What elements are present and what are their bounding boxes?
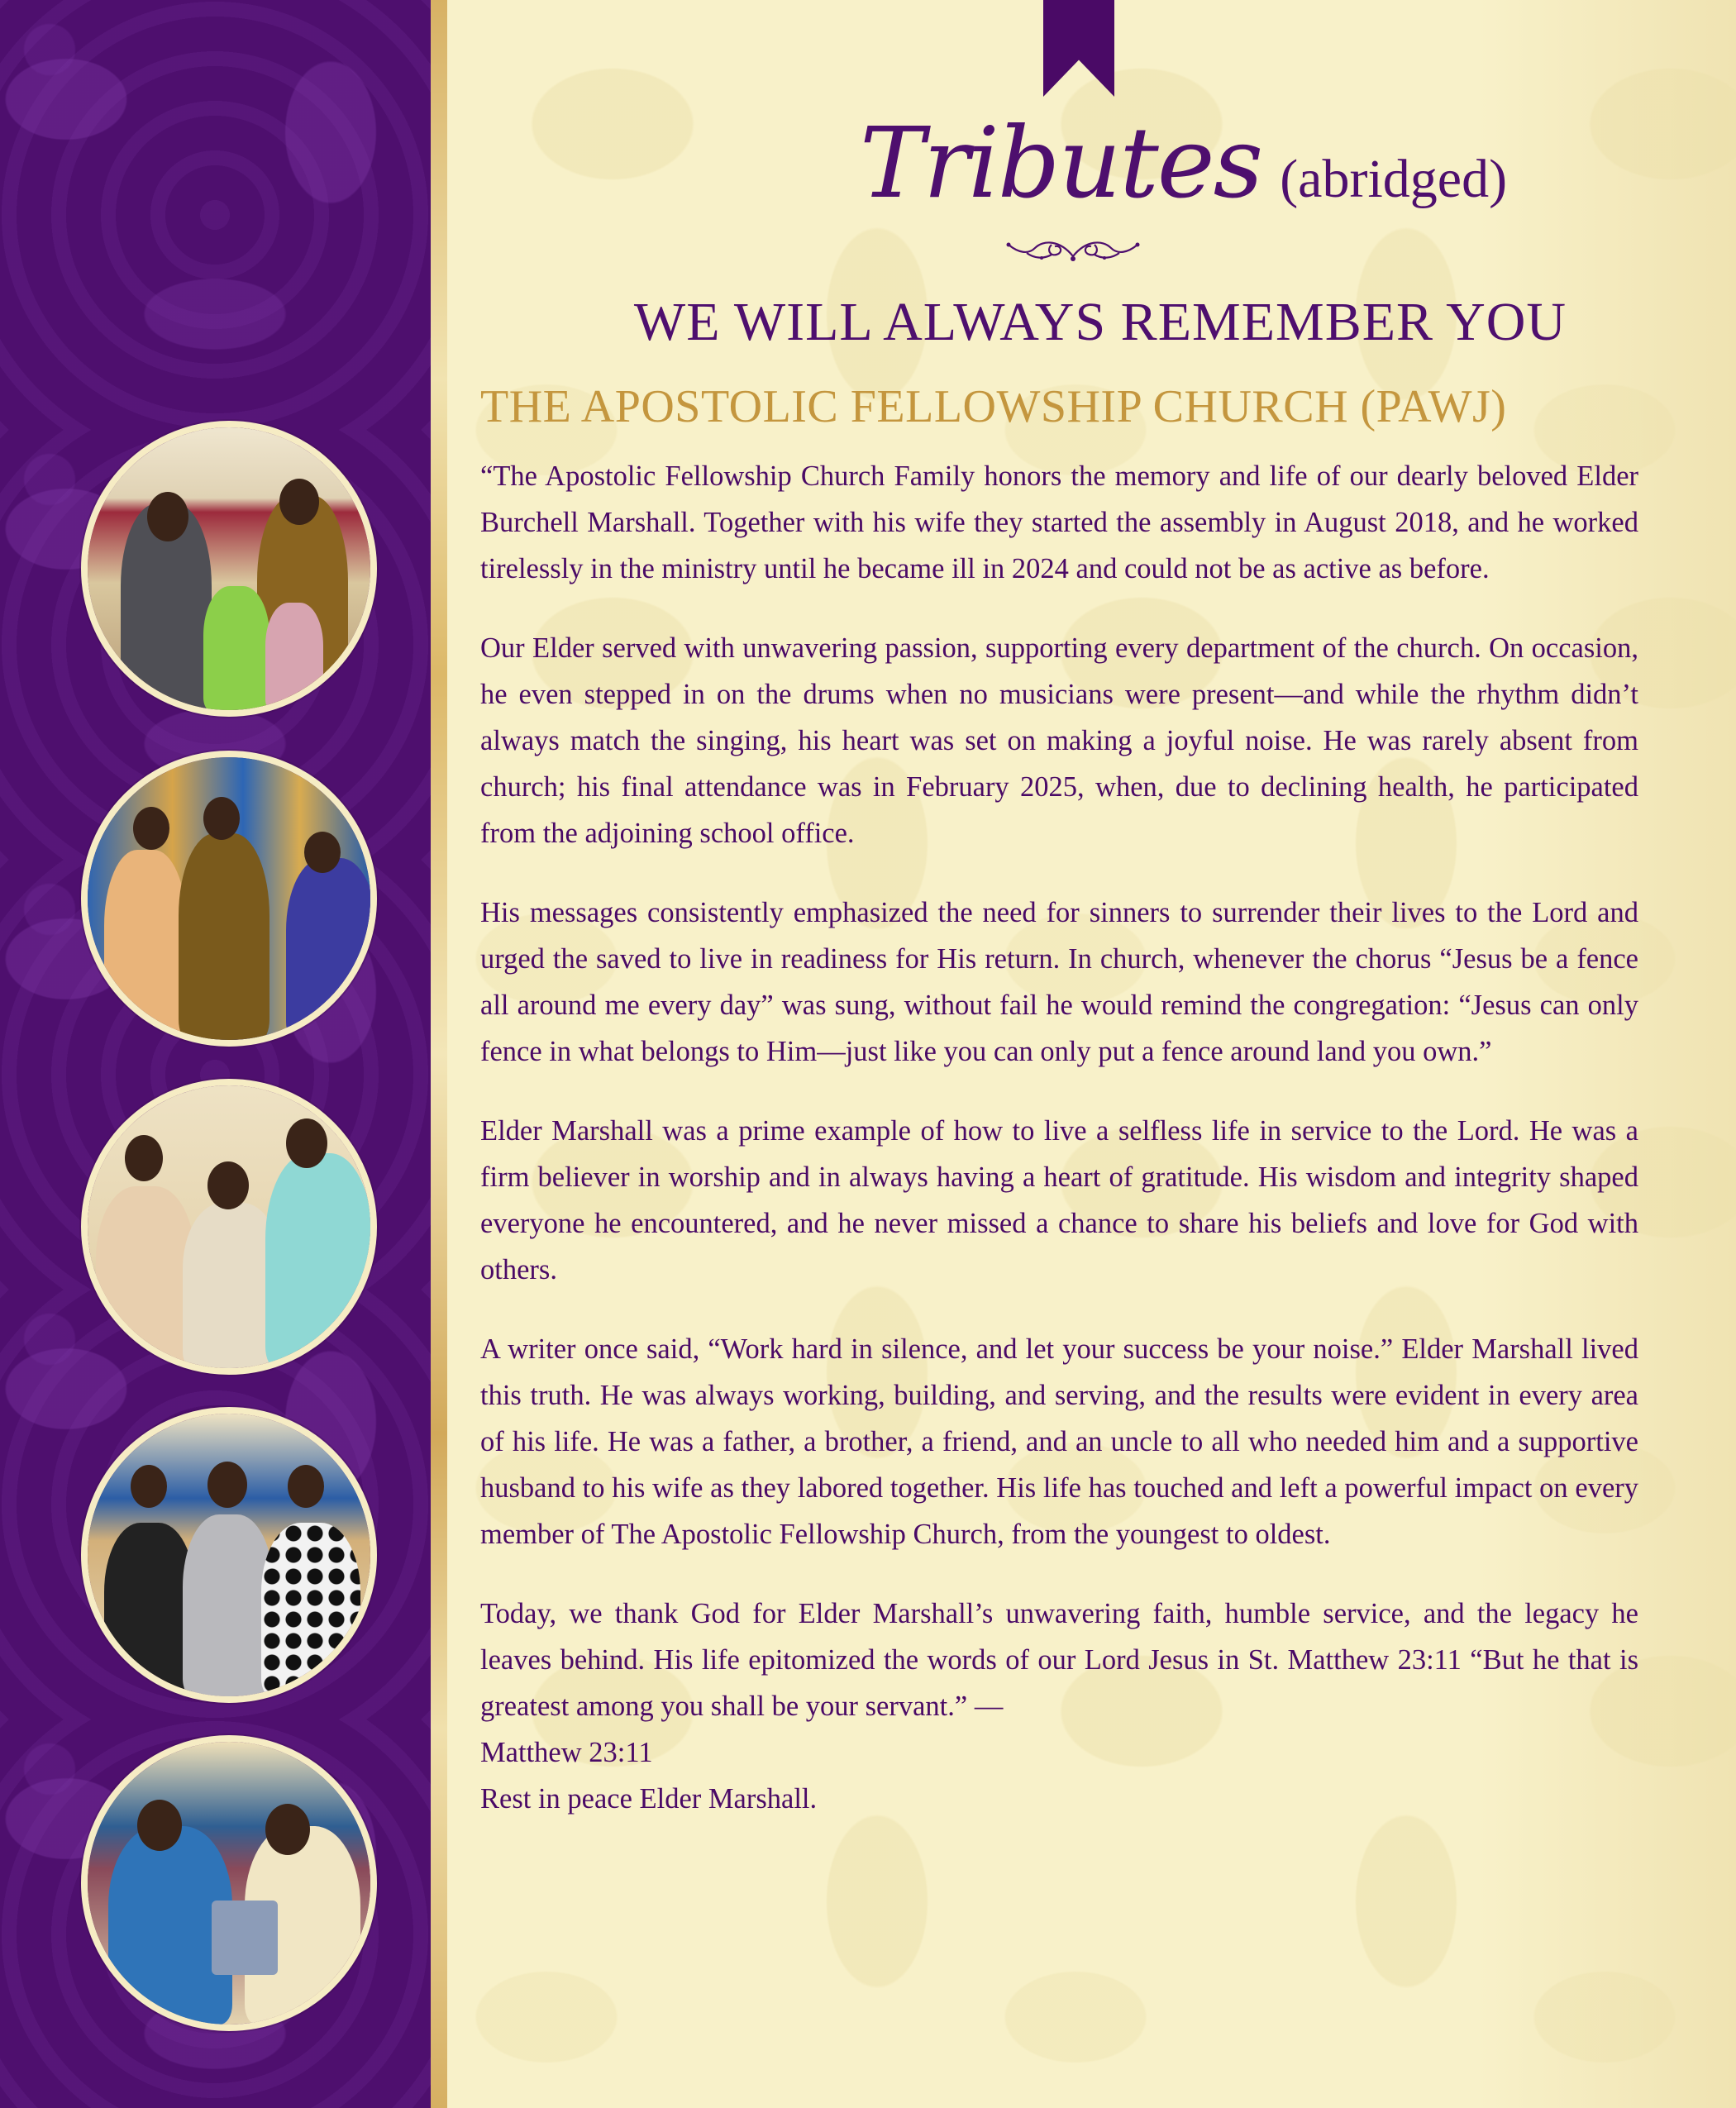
title-script: Tributes <box>860 106 1262 220</box>
tribute-paragraph: Today, we thank God for Elder Marshall’s unwavering faith, humble service, and the legacy he leaves behind. His life epitomized the words of our Lord Jesus in St. Matthew 23:11 “But he that is greatest among you shall be your servant.” — <box>480 1598 1638 1722</box>
floral-flourish-icon <box>1002 236 1144 265</box>
photo-circle-5 <box>81 1735 377 2031</box>
purple-damask-sidebar <box>0 0 431 2108</box>
main-heading: WE WILL ALWAYS REMEMBER YOU <box>633 292 1567 352</box>
page-title <box>860 106 1508 230</box>
closing-line: Rest in peace Elder Marshall. <box>480 1783 818 1815</box>
tribute-paragraph: His messages consistently emphasized the need for sinners to surrender their lives to the Lord and urged the saved to live in readiness for His return. In church, whenever the chorus “Jesus be a fence all around me every day” was sung, without fail he would remind the congregation: “Jesus can only fence in what belongs to Him—just like you can only put a fence around land you own.” <box>480 897 1638 1067</box>
tribute-paragraph: A writer once said, “Work hard in silence, and let your success be your noise.” Elder Marshall lived this truth. He was always working, building, and serving, and the results were evident in every area of his life. He was a father, a brother, a friend, and an uncle to all who needed him and a supportive husband to his wife as they labored together. His life has touched and left a powerful impact on every member of The Apostolic Fellowship Church, from the youngest to oldest. <box>480 1333 1638 1550</box>
photo-circle-1 <box>81 421 377 717</box>
scripture-reference: Matthew 23:11 <box>480 1737 653 1768</box>
photo-circle-3 <box>81 1079 377 1375</box>
tribute-paragraph: Our Elder served with unwavering passion, supporting every department of the church. On occasion, he even stepped in on the drums when no musicians were present—and while the rhythm didn’t always match the singing, his heart was set on making a joyful noise. He was rarely absent from church; his final attendance was in February 2025, when, due to declining health, he participated from the adjoining school office. <box>480 632 1638 849</box>
title-suffix: (abridged) <box>1280 149 1508 209</box>
gold-border-stripe <box>431 0 447 2108</box>
tribute-body <box>480 453 1638 1822</box>
photo-circle-2 <box>81 751 377 1047</box>
tribute-paragraph: Elder Marshall was a prime example of how to live a selfless life in service to the Lord. He was a firm believer in worship and in always having a heart of gratitude. His wisdom and integrity shaped everyone he encountered, and he never missed a chance to share his beliefs and love for God with others. <box>480 1115 1638 1285</box>
tribute-paragraph: “The Apostolic Fellowship Church Family honors the memory and life of our dearly beloved Elder Burchell Marshall. Together with his wife they started the assembly in August 2018, and he worked tirelessly in the ministry until he became ill in 2024 and could not be as active as before. <box>480 460 1638 584</box>
photo-circle-4 <box>81 1407 377 1703</box>
organization-heading: THE APOSTOLIC FELLOWSHIP CHURCH (PAWJ) <box>480 381 1507 432</box>
